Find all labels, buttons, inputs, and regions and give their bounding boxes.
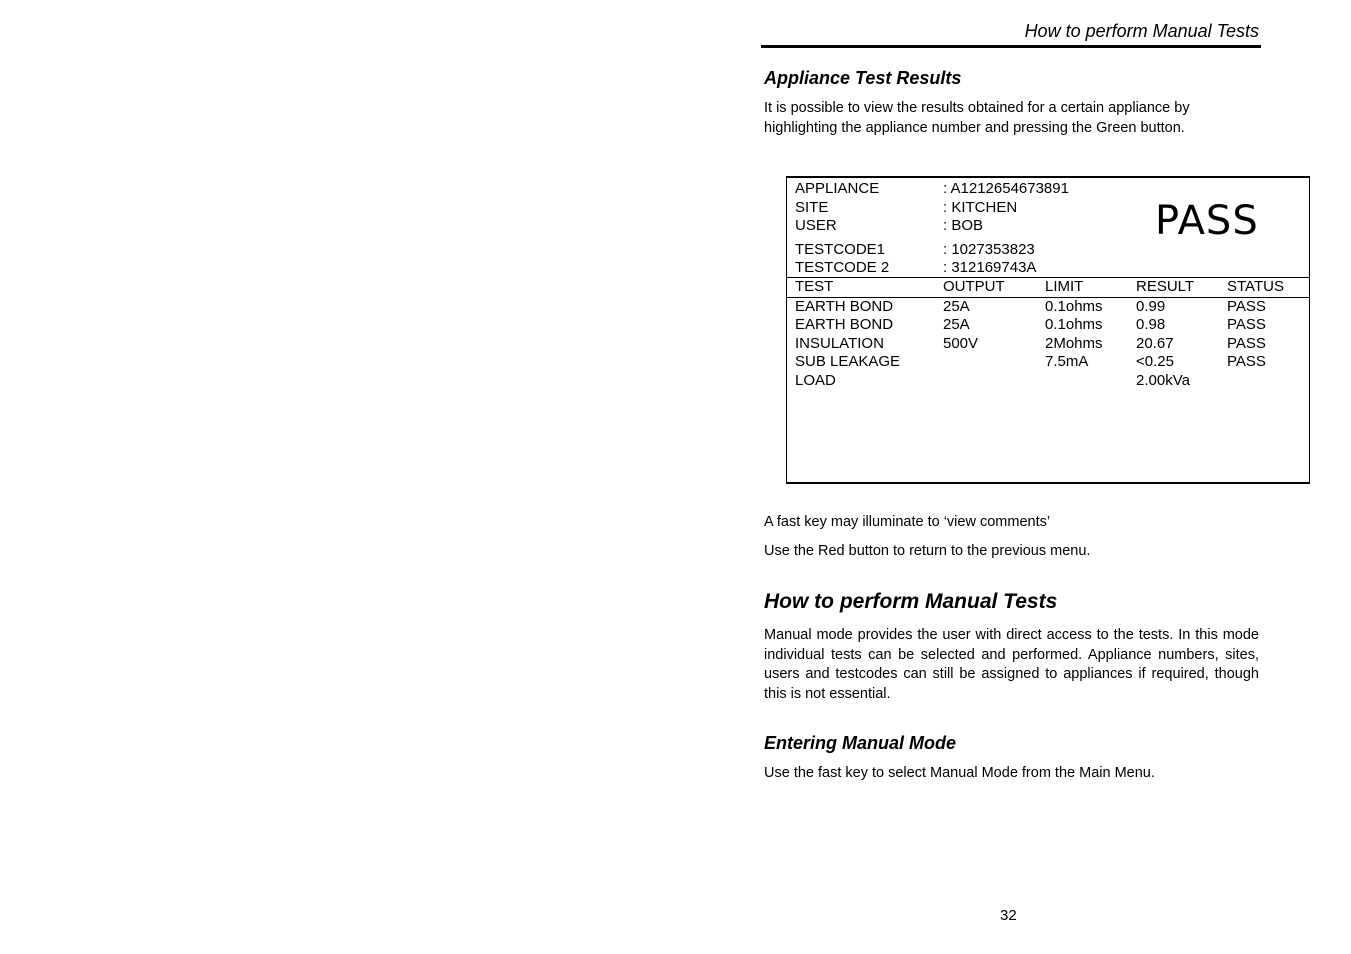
cell-limit: 0.1ohms — [1045, 316, 1103, 333]
cell-limit: 7.5mA — [1045, 353, 1089, 370]
cell-status: PASS — [1227, 298, 1266, 315]
intro-paragraph: It is possible to view the results obtained for a certain appliance by highlighting the appliance number and pressing the Green button. — [764, 100, 1190, 136]
header-rule — [761, 45, 1261, 48]
info-value: : KITCHEN — [943, 199, 1018, 216]
cell-output: 25A — [943, 298, 970, 315]
cell-result: 2.00kVa — [1136, 372, 1190, 389]
test-results-screen — [786, 176, 1310, 484]
info-label: TESTCODE1 — [795, 241, 886, 258]
info-value: : 1027353823 — [943, 241, 1035, 258]
cell-test: EARTH BOND — [795, 316, 894, 333]
running-header: How to perform Manual Tests — [1024, 21, 1259, 41]
column-header-test: TEST — [795, 278, 834, 295]
cell-test: EARTH BOND — [795, 298, 894, 315]
manual-mode-paragraph: Manual mode provides the user with direct access to the tests. In this mode individual tests can be selected and performed. Appliance numbers, sites, users and testcodes can still be assigned to appliances if required, though this is not essential. — [764, 627, 1259, 702]
section-heading-entering-manual-mode: Entering Manual Mode — [764, 733, 957, 753]
section-heading-appliance-test-results: Appliance Test Results — [764, 68, 962, 88]
column-header-status: STATUS — [1227, 278, 1284, 295]
red-button-note: Use the Red button to return to the previous menu. — [764, 543, 1091, 559]
cell-output: 500V — [943, 335, 979, 352]
cell-status: PASS — [1227, 335, 1266, 352]
info-value: : 312169743A — [943, 259, 1037, 276]
info-label: USER — [795, 217, 837, 234]
column-header-result: RESULT — [1136, 278, 1195, 295]
page-number: 32 — [1000, 907, 1017, 924]
column-header-limit: LIMIT — [1045, 278, 1084, 295]
cell-result: 0.98 — [1136, 316, 1166, 333]
info-label: SITE — [795, 199, 829, 216]
cell-status: PASS — [1227, 316, 1266, 333]
info-label: TESTCODE 2 — [795, 259, 890, 276]
cell-result: 20.67 — [1136, 335, 1174, 352]
cell-limit: 0.1ohms — [1045, 298, 1103, 315]
cell-status: PASS — [1227, 353, 1266, 370]
info-value: : BOB — [943, 217, 984, 234]
cell-limit: 2Mohms — [1045, 335, 1103, 352]
cell-test: SUB LEAKAGE — [795, 353, 901, 370]
info-value: : A1212654673891 — [943, 180, 1069, 197]
cell-result: 0.99 — [1136, 298, 1166, 315]
overall-status: PASS — [1155, 198, 1259, 244]
info-label: APPLIANCE — [795, 180, 880, 197]
column-header-output: OUTPUT — [943, 278, 1005, 295]
cell-output: 25A — [943, 316, 970, 333]
cell-result: <0.25 — [1136, 353, 1174, 370]
cell-test: INSULATION — [795, 335, 884, 352]
cell-test: LOAD — [795, 372, 836, 389]
section-heading-manual-tests: How to perform Manual Tests — [764, 590, 1058, 613]
entering-manual-mode-paragraph: Use the fast key to select Manual Mode from the Main Menu. — [764, 765, 1155, 781]
fast-key-note: A fast key may illuminate to ‘view comments’ — [764, 514, 1051, 530]
